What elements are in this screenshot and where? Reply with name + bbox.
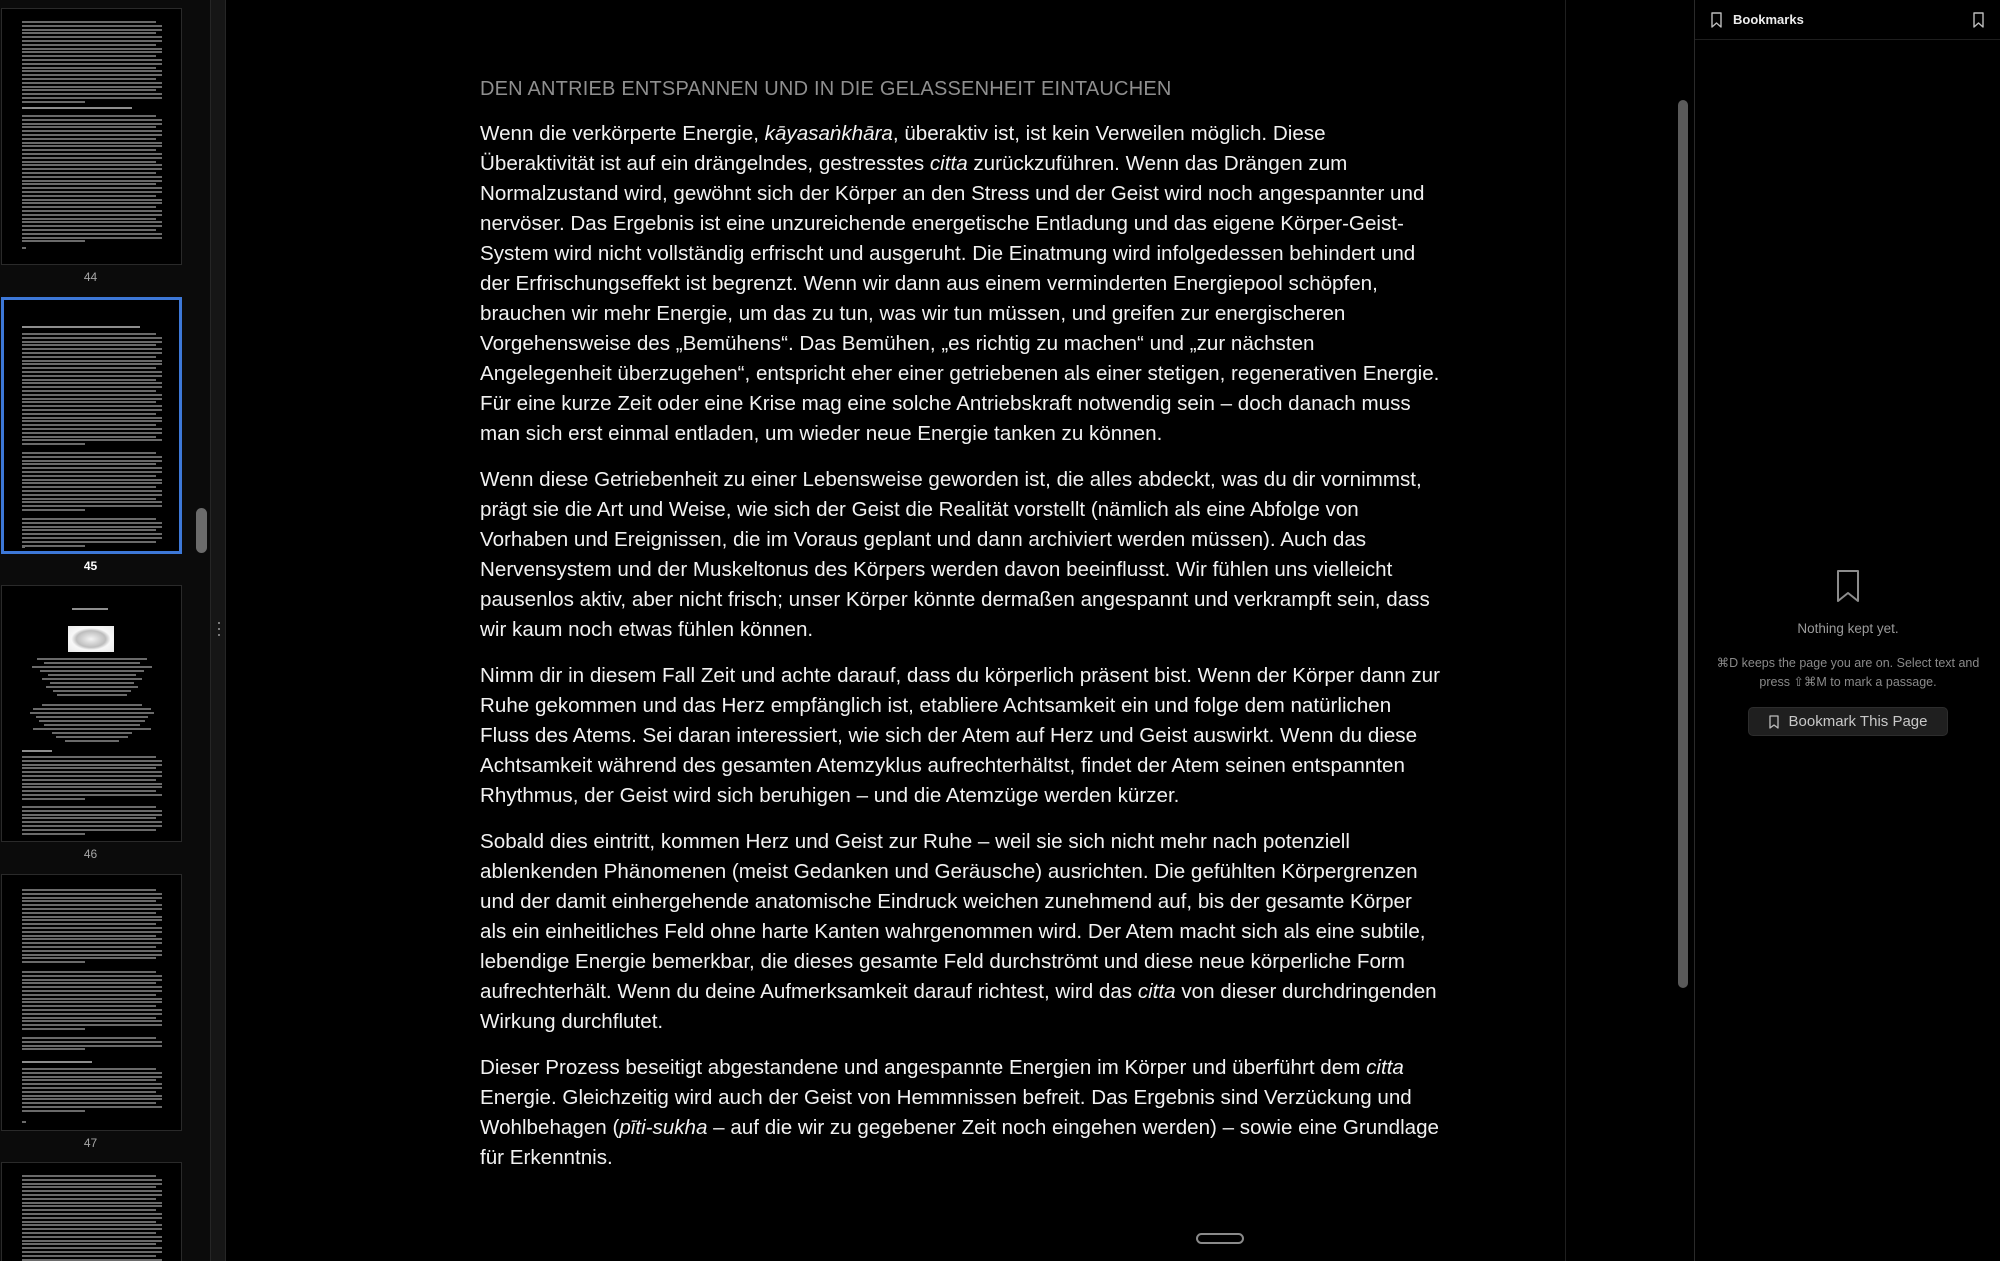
thumbnail-text-line <box>33 728 151 730</box>
thumbnail-text-line <box>65 740 119 742</box>
page-drag-handle[interactable] <box>1196 1233 1244 1244</box>
thumbnail-text-line <box>53 690 131 692</box>
bookmarks-title: Bookmarks <box>1733 12 1804 27</box>
page-content <box>480 74 1440 1189</box>
thumbnail-text-line <box>22 89 156 91</box>
thumbnail-text-line <box>22 764 162 766</box>
thumbnail-text-line <box>22 352 162 354</box>
thumbnail-text-line <box>22 344 156 346</box>
thumbnail-text-line <box>22 187 162 189</box>
thumbnail-text-line <box>22 1247 162 1249</box>
thumbnail-text-line <box>48 674 136 676</box>
page-thumbnail-45[interactable] <box>1 297 182 554</box>
thumbnail-text-line <box>30 712 154 714</box>
thumbnail-text-line <box>22 954 162 956</box>
thumbnail-text-line <box>22 546 25 548</box>
thumbnail-text-line <box>22 341 162 343</box>
thumbnail-text-line <box>22 1005 156 1007</box>
thumbnail-text-line <box>22 1017 156 1019</box>
thumbnail-text-line <box>22 221 162 223</box>
thumbnail-text-line <box>22 51 162 53</box>
thumbnail-text-line <box>22 1243 156 1245</box>
page-label-47: 47 <box>83 1136 98 1150</box>
thumbnail-text-line <box>22 413 156 415</box>
thumbnail-text-line <box>22 1186 156 1188</box>
thumbnail-text-line <box>22 893 162 895</box>
thumbnail-text-line <box>44 662 140 664</box>
thumbnail-text-line <box>22 935 156 937</box>
thumbnail-sidebar <box>0 0 210 1261</box>
thumbnail-text-line <box>22 456 162 458</box>
thumbnail-text-line <box>22 206 156 208</box>
thumbnail-text-line <box>22 161 156 163</box>
thumbnail-heading-line <box>22 107 132 109</box>
thumbnail-text-line <box>44 724 140 726</box>
thumbnail-text-line <box>22 1217 162 1219</box>
thumbnail-text-line <box>22 1087 162 1089</box>
bookmark-add-icon[interactable] <box>1973 12 1984 28</box>
thumbnail-text-line <box>22 518 156 520</box>
thumbnail-text-line <box>57 694 127 696</box>
thumbnail-text-line <box>22 994 156 996</box>
thumbnail-scrollbar-thumb[interactable] <box>196 508 207 553</box>
thumbnail-text-line <box>22 1228 162 1230</box>
thumbnail-text-line <box>22 93 162 95</box>
thumbnail-text-line <box>22 541 156 543</box>
thumbnail-text-line <box>22 923 156 925</box>
thumbnail-text-line <box>22 900 156 902</box>
thumbnail-text-line <box>22 775 162 777</box>
page-edge-line <box>1565 0 1566 1261</box>
thumbnail-text-line <box>22 760 162 762</box>
thumbnail-text-line <box>22 537 162 539</box>
bookmark-empty-icon <box>1836 569 1860 603</box>
thumbnail-text-line <box>22 810 162 812</box>
thumbnail-text-line <box>22 1037 156 1039</box>
thumbnail-text-line <box>22 360 162 362</box>
thumbnail-text-line <box>22 21 156 23</box>
thumbnail-text-line <box>22 382 162 384</box>
bookmark-button-label: Bookmark This Page <box>1788 713 1928 730</box>
thumbnail-text-line <box>22 786 162 788</box>
thumbnail-text-line <box>22 509 85 511</box>
thumbnail-text-line <box>22 767 156 769</box>
thumbnail-text-line <box>22 153 162 155</box>
thumbnail-text-line <box>22 957 156 959</box>
thumbnail-text-line <box>22 371 162 373</box>
bookmark-this-page-button[interactable] <box>1748 707 1948 736</box>
thumbnail-text-line <box>22 942 162 944</box>
thumbnail-text-line <box>22 1110 85 1112</box>
thumbnail-text-line <box>22 134 162 136</box>
thumbnail-text-line <box>22 1259 162 1261</box>
thumbnail-text-line <box>22 1202 162 1204</box>
thumbnail-text-line <box>56 736 128 738</box>
thumbnail-text-line <box>50 682 134 684</box>
thumbnail-text-line <box>22 756 156 758</box>
thumbnail-text-line <box>22 1024 162 1026</box>
thumbnail-text-line <box>22 202 162 204</box>
thumbnail-text-line <box>42 704 142 706</box>
thumbnail-text-line <box>39 720 145 722</box>
thumbnail-heading-line <box>22 1061 92 1063</box>
thumbnail-text-line <box>22 233 162 235</box>
thumbnail-text-line <box>22 950 162 952</box>
thumbnail-text-line <box>22 806 156 808</box>
thumbnail-text-line <box>22 390 156 392</box>
thumbnail-text-line <box>32 666 152 668</box>
thumbnail-text-line <box>22 961 85 963</box>
thumbnail-text-line <box>22 990 162 992</box>
thumbnail-text-line <box>33 708 151 710</box>
thumbnail-text-line <box>22 908 162 910</box>
thumbnail-text-line <box>22 394 162 396</box>
thumbnail-text-line <box>22 417 162 419</box>
thumbnail-image <box>68 626 114 652</box>
thumbnail-text-line <box>22 1079 156 1081</box>
thumbnail-text-line <box>22 545 85 547</box>
bookmarks-header <box>1695 0 2000 40</box>
thumbnail-text-line <box>22 490 162 492</box>
thumbnail-text-line <box>22 218 156 220</box>
thumbnail-text-line <box>22 1221 156 1223</box>
thumbnail-text-line <box>22 833 85 835</box>
thumbnail-text-line <box>22 794 162 796</box>
page-label-46: 46 <box>83 847 98 861</box>
thumbnail-text-line <box>22 494 162 496</box>
page-label-45: 45 <box>83 559 98 573</box>
thumbnail-text-line <box>22 119 162 121</box>
thumbnail-text-line <box>22 979 162 981</box>
thumbnail-text-line <box>22 70 162 72</box>
thumbnail-text-line <box>22 367 156 369</box>
thumbnail-text-line <box>22 432 162 434</box>
thumbnail-text-line <box>22 821 162 823</box>
thumbnail-text-line <box>22 443 85 445</box>
thumbnail-text-line <box>22 420 162 422</box>
thumbnail-text-line <box>22 82 162 84</box>
thumbnail-text-line <box>22 101 85 103</box>
thumbnail-text-line <box>22 97 162 99</box>
thumbnail-text-line <box>22 180 162 182</box>
thumbnail-text-line <box>22 138 156 140</box>
thumbnail-text-line <box>36 716 148 718</box>
thumbnail-text-line <box>22 1098 162 1100</box>
thumbnail-text-line <box>22 1001 162 1003</box>
thumbnail-scrollbar-track[interactable] <box>194 0 208 1261</box>
thumbnail-text-line <box>22 32 156 34</box>
paragraph-1: Wenn die verkörperte Energie, kāyasaṅkhāra, überaktiv ist, ist kein Verweilen möglich. Diese Überaktivität ist auf ein drängelndes, gestresstes citta zurückzuführen. Wenn das Drängen zum Normalzustand wird, gewöhnt sich der Körper an den Stress und der Geist wird noch angespannter und nervöser. Das Ergebnis ist eine unzureichende energetische Entladung und das eigene Körper-Geist-System wird nicht vollständig erfrischt und ausgeruht. Die Einatmung wird infolgedessen behindert und der Erfrischungseffekt ist begrenzt. Wenn wir dann aus einem verminderten Energiepool schöpfen, brauchen wir mehr Energie, um das zu tun, was wir tun müssen, und greifen zur energischeren Vorgehensweise des „Bemühens“. Das Bemühen, „es richtig zu machen“ und „zur nächsten Angelegenheit überzugehen“, entspricht eher einer getriebenen als einer stetigen, regenerativen Energie. Für eine kurze Zeit oder eine Krise mag eine solche Antriebskraft notwendig sein – doch danach muss man sich erst einmal entladen, um wieder neue Energie tanken zu können. <box>480 122 1440 445</box>
thumbnail-text-line <box>22 63 162 65</box>
thumbnail-text-line <box>22 779 156 781</box>
grip-dots-icon <box>218 622 220 638</box>
thumbnail-text-line <box>22 971 156 973</box>
sidebar-resize-divider[interactable] <box>210 0 226 1261</box>
thumbnail-text-line <box>22 1190 162 1192</box>
thumbnail-text-line <box>22 405 162 407</box>
thumbnail-text-line <box>22 486 156 488</box>
thumbnail-text-line <box>22 946 156 948</box>
thumbnail-text-line <box>22 1175 156 1177</box>
thumbnail-text-line <box>22 142 162 144</box>
thumbnail-text-line <box>22 225 162 227</box>
thumbnail-text-line <box>40 670 144 672</box>
thumbnail-text-line <box>22 398 162 400</box>
thumbnail-text-line <box>22 333 156 335</box>
section-heading: DEN ANTRIEB ENTSPANNEN UND IN DIE GELASSENHEIT EINTAUCHEN <box>480 78 1172 100</box>
thumbnail-text-line <box>22 229 156 231</box>
thumbnail-text-line <box>22 1209 156 1211</box>
thumbnail-text-line <box>22 1013 162 1015</box>
thumbnail-text-line <box>22 529 156 531</box>
thumbnail-text-line <box>22 982 156 984</box>
empty-state-hint: ⌘D keeps the page you are on. Select text and press ⇧⌘M to mark a passage. <box>1716 656 1980 689</box>
thumbnail-text-line <box>22 927 162 929</box>
page-thumbnail-46[interactable] <box>1 585 182 842</box>
thumbnail-text-line <box>22 1068 156 1070</box>
thumbnail-text-line <box>22 916 162 918</box>
thumbnail-text-line <box>22 74 162 76</box>
thumbnail-text-line <box>22 126 156 128</box>
thumbnail-text-line <box>22 829 156 831</box>
thumbnail-text-line <box>22 145 162 147</box>
thumbnail-text-line <box>22 825 162 827</box>
thumbnail-text-line <box>22 460 162 462</box>
thumbnail-text-line <box>22 919 162 921</box>
thumbnail-text-line <box>22 1083 162 1085</box>
thumbnail-text-line <box>22 240 85 242</box>
thumbnail-text-line <box>22 214 162 216</box>
thumbnail-text-line <box>22 904 162 906</box>
page-thumbnail-47[interactable] <box>1 874 182 1131</box>
thumbnail-text-line <box>22 424 156 426</box>
thumbnail-text-line <box>22 337 162 339</box>
thumbnail-text-line <box>22 463 156 465</box>
page-thumbnail-48[interactable] <box>1 1162 182 1261</box>
thumbnail-text-line <box>22 348 162 350</box>
paragraph-2: Wenn diese Getriebenheit zu einer Lebensweise geworden ist, die alles abdeckt, was du dir vornimmst, prägt sie die Art und Weise, wie sich der Geist die Realität vorstellt (nämlich als eine Abfolge von Vorhaben und Ereignissen, die im Voraus geplant und dann archiviert werden müssen). Auch das Nervensystem und der Muskeltonus des Körpers werden davon beeinflusst. Wir fühlen uns vielleicht pausenlos aktiv, aber nicht frisch; unser Körper könnte dermaßen angespannt und verkrampft sein, dass wir kaum noch etwas fühlen können. <box>480 468 1430 641</box>
page-label-44: 44 <box>83 270 98 284</box>
bookmark-icon <box>1711 12 1722 28</box>
thumbnail-text-line <box>37 658 147 660</box>
thumbnail-text-line <box>22 1106 162 1108</box>
empty-state-title: Nothing kept yet. <box>1797 621 1899 636</box>
thumbnail-text-line <box>22 86 162 88</box>
thumbnail-text-line <box>22 986 162 988</box>
thumbnail-text-line <box>22 199 162 201</box>
thumbnail-text-line <box>22 1240 162 1242</box>
paragraph-3: Nimm dir in diesem Fall Zeit und achte darauf, dass du körperlich präsent bist. Wenn der Körper dann zur Ruhe gekommen und das Herz empfänglich ist, etabliere Achtsamkeit ein und folge dem natürlichen Fluss des Atems. Sei daran interessiert, wie sich der Atem auf Herz und Geist auswirkt. Wenn du diese Achtsamkeit während des gesamten Atemzyklus aufrechterhältst, findet der Atem seinen entspannten Rhythmus, der Geist wird sich beruhigen – und die Atemzüge werden kürzer. <box>480 664 1440 807</box>
thumbnail-text-line <box>22 783 162 785</box>
thumbnail-text-line <box>22 1179 162 1181</box>
thumbnail-text-line <box>22 505 162 507</box>
thumbnail-text-line <box>22 36 162 38</box>
thumbnail-text-line <box>22 40 162 42</box>
thumbnail-text-line <box>22 191 162 193</box>
thumbnail-text-line <box>22 386 162 388</box>
document-scrollbar-thumb[interactable] <box>1678 100 1688 988</box>
thumbnail-text-line <box>42 678 142 680</box>
thumbnail-text-line <box>22 195 156 197</box>
thumbnail-text-line <box>22 1072 162 1074</box>
thumbnail-text-line <box>22 44 156 46</box>
thumbnail-text-line <box>22 1251 162 1253</box>
thumbnail-text-line <box>22 176 162 178</box>
paragraph-4: Sobald dies eintritt, kommen Herz und Geist zur Ruhe – weil sie sich nicht mehr nach potenziell ablenkenden Phänomenen (meist Gedanken und Geräusche) ausrichten. Die gefühlten Körpergrenzen und der damit einhergehende anatomische Eindruck weichen zunehmend auf, bis der gesamte Körper als ein einheitliches Feld ohne harte Kanten wahrgenommen wird. Der Atem macht sich als eine subtile, lebendige Energie bemerkbar, die dieses gesamte Feld durchströmt und diese neue körperliche Form aufrechterhält. Wenn du deine Aufmerksamkeit darauf richtest, wird das citta von dieser durchdringenden Wirkung durchflutet. <box>480 830 1437 1033</box>
thumbnail-text-line <box>22 931 162 933</box>
thumbnail-text-line <box>22 375 162 377</box>
thumbnail-text-line <box>22 526 162 528</box>
thumbnail-text-line <box>22 409 162 411</box>
bookmark-icon <box>1769 715 1779 729</box>
thumbnail-text-line <box>22 1091 156 1093</box>
thumbnail-text-line <box>22 1198 156 1200</box>
thumbnail-text-line <box>22 501 162 503</box>
thumbnail-text-line <box>22 522 162 524</box>
thumbnail-text-line <box>22 817 156 819</box>
thumbnail-text-line <box>22 498 156 500</box>
thumbnail-text-line <box>22 168 162 170</box>
thumbnail-text-line <box>22 479 162 481</box>
thumbnail-text-line <box>22 29 162 31</box>
thumbnail-text-line <box>22 1255 156 1257</box>
thumbnail-text-line <box>22 428 162 430</box>
thumbnail-heading-line <box>72 608 108 610</box>
thumbnail-text-line <box>22 467 162 469</box>
thumbnail-text-line <box>22 1041 162 1043</box>
thumbnail-heading-line <box>22 750 52 752</box>
thumbnail-text-line <box>22 814 162 816</box>
thumbnail-text-line <box>22 237 162 239</box>
thumbnail-text-line <box>22 183 156 185</box>
thumbnail-text-line <box>22 59 162 61</box>
thumbnail-text-line <box>22 210 162 212</box>
thumbnail-text-line <box>22 482 162 484</box>
thumbnail-text-line <box>22 363 162 365</box>
thumbnail-text-line <box>22 1213 162 1215</box>
thumbnail-text-line <box>22 123 162 125</box>
thumbnail-text-line <box>22 897 162 899</box>
thumbnail-text-line <box>22 157 162 159</box>
thumbnail-text-line <box>22 475 156 477</box>
thumbnail-text-line <box>22 1076 162 1078</box>
thumbnail-text-line <box>22 48 162 50</box>
thumbnail-text-line <box>22 25 162 27</box>
thumbnail-text-line <box>22 149 156 151</box>
thumbnail-text-line <box>22 889 156 891</box>
thumbnail-text-line <box>22 1232 156 1234</box>
thumbnail-text-line <box>22 1224 162 1226</box>
thumbnail-text-line <box>22 172 156 174</box>
thumbnail-text-line <box>22 115 156 117</box>
thumbnail-text-line <box>22 790 156 792</box>
thumbnail-text-line <box>22 998 162 1000</box>
thumbnail-text-line <box>22 164 162 166</box>
thumbnail-text-line <box>22 1045 162 1047</box>
thumbnail-text-line <box>22 401 156 403</box>
thumbnail-text-line <box>22 1048 85 1050</box>
thumbnail-text-line <box>22 55 156 57</box>
thumbnail-text-line <box>22 533 162 535</box>
thumbnail-text-line <box>22 1121 26 1123</box>
thumbnail-text-line <box>22 1236 162 1238</box>
thumbnail-text-line <box>22 1009 162 1011</box>
thumbnail-text-line <box>22 1205 162 1207</box>
thumbnail-text-line <box>22 1194 162 1196</box>
thumbnail-text-line <box>22 975 162 977</box>
thumbnail-text-line <box>22 1183 162 1185</box>
thumbnail-text-line <box>22 130 162 132</box>
thumbnail-text-line <box>22 1095 162 1097</box>
thumbnail-text-line <box>22 67 156 69</box>
thumbnail-text-line <box>22 471 162 473</box>
thumbnail-text-line <box>22 356 156 358</box>
thumbnail-text-line <box>22 771 162 773</box>
thumbnail-text-line <box>22 798 85 800</box>
thumbnail-text-line <box>22 247 26 249</box>
bookmarks-panel <box>1694 0 2000 1261</box>
thumbnail-text-line <box>46 686 138 688</box>
thumbnail-text-line <box>22 912 156 914</box>
paragraph-5: Dieser Prozess beseitigt abgestandene und angespannte Energien im Körper und überführt dem citta Energie. Gleichzeitig wird auch der Geist von Hemmnissen befreit. Das Ergebnis sind Verzückung und Wohlbehagen (pīti-sukha – auf die wir zu gegebener Zeit noch eingehen werden) – sowie eine Grundlage für Erkenntnis. <box>480 1056 1440 1169</box>
thumbnail-text-line <box>22 452 156 454</box>
thumbnail-text-line <box>52 732 132 734</box>
thumbnail-text-line <box>22 78 156 80</box>
thumbnail-text-line <box>22 379 156 381</box>
thumbnail-text-line <box>22 1028 85 1030</box>
thumbnail-heading-line <box>22 326 140 328</box>
page-thumbnail-44[interactable] <box>1 8 182 265</box>
thumbnail-text-line <box>22 436 156 438</box>
thumbnail-text-line <box>22 1102 156 1104</box>
thumbnail-text-line <box>22 938 162 940</box>
document-viewer[interactable] <box>226 0 1566 1261</box>
thumbnail-text-line <box>22 1020 162 1022</box>
thumbnail-text-line <box>22 439 162 441</box>
